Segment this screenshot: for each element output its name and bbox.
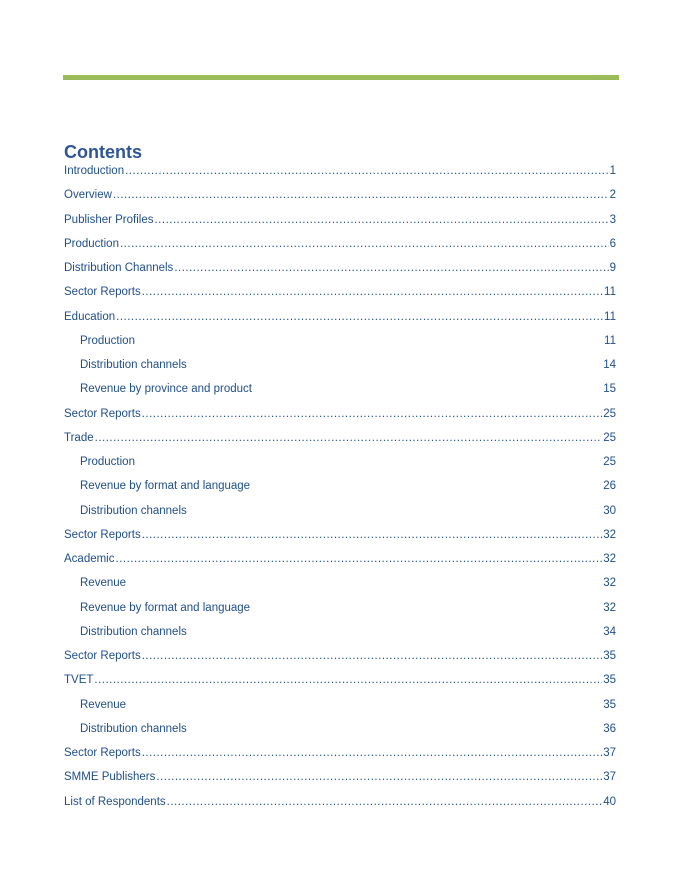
toc-entry[interactable] bbox=[64, 163, 616, 187]
toc-page-number[interactable]: 9 bbox=[609, 262, 616, 274]
toc-entry-label[interactable]: Sector Reports bbox=[64, 286, 141, 299]
toc-page-number[interactable]: 3 bbox=[609, 213, 616, 226]
toc-subentry[interactable] bbox=[64, 600, 616, 624]
toc-entry-label[interactable]: Production bbox=[80, 456, 135, 468]
toc-dot-leader bbox=[120, 236, 609, 253]
toc-entry-label[interactable]: Distribution channels bbox=[80, 504, 187, 517]
toc-dot-leader bbox=[142, 745, 603, 762]
toc-entry[interactable] bbox=[64, 260, 616, 284]
toc-entry[interactable] bbox=[64, 527, 616, 551]
toc-entry-label[interactable]: SMME Publishers bbox=[64, 771, 156, 784]
toc-page-number[interactable]: 40 bbox=[603, 795, 616, 808]
toc-entry-label[interactable]: Revenue by format and language bbox=[80, 601, 251, 614]
toc-page-number[interactable]: 36 bbox=[603, 722, 616, 735]
toc-page-number[interactable]: 11 bbox=[604, 310, 616, 323]
table-of-contents bbox=[64, 163, 616, 818]
toc-entry-label[interactable]: Revenue bbox=[80, 577, 127, 590]
toc-entry-label[interactable]: List of Respondents bbox=[64, 795, 166, 808]
toc-entry[interactable] bbox=[64, 284, 616, 308]
toc-page-number[interactable]: 14 bbox=[603, 359, 616, 371]
toc-entry[interactable] bbox=[64, 648, 616, 672]
toc-entry[interactable] bbox=[64, 187, 616, 211]
toc-entry-label[interactable]: Overview bbox=[64, 189, 112, 202]
toc-entry[interactable] bbox=[64, 769, 616, 793]
toc-dot-leader bbox=[142, 406, 603, 423]
toc-entry[interactable] bbox=[64, 212, 616, 236]
toc-page-number[interactable]: 25 bbox=[603, 431, 616, 444]
toc-entry[interactable] bbox=[64, 236, 616, 260]
toc-subentry[interactable] bbox=[64, 454, 616, 478]
toc-page-number[interactable]: 30 bbox=[603, 504, 616, 517]
toc-entry-label[interactable]: Production bbox=[80, 334, 135, 347]
toc-subentry[interactable] bbox=[64, 478, 616, 502]
toc-page-number[interactable]: 11 bbox=[604, 334, 616, 347]
toc-page-number[interactable]: 35 bbox=[603, 674, 616, 687]
toc-entry-label[interactable]: Revenue by province and product bbox=[80, 383, 252, 396]
toc-dot-leader bbox=[94, 672, 602, 689]
toc-entry-label[interactable]: Publisher Profiles bbox=[64, 213, 154, 226]
contents-heading: Contents bbox=[64, 142, 142, 162]
toc-page-number[interactable]: 32 bbox=[603, 577, 616, 590]
toc-page-number[interactable]: 2 bbox=[609, 189, 616, 202]
toc-dot-leader bbox=[174, 260, 608, 277]
toc-entry-label[interactable]: Sector Reports bbox=[64, 747, 141, 759]
toc-page-number[interactable]: 11 bbox=[604, 286, 616, 299]
toc-entry-label[interactable]: Sector Reports bbox=[64, 407, 141, 420]
toc-dot-leader bbox=[116, 309, 603, 326]
toc-entry[interactable] bbox=[64, 309, 616, 333]
toc-entry-label[interactable]: Distribution Channels bbox=[64, 262, 174, 274]
toc-entry[interactable] bbox=[64, 551, 616, 575]
toc-dot-leader bbox=[154, 212, 608, 229]
toc-page-number[interactable]: 32 bbox=[603, 601, 616, 614]
header-rule bbox=[63, 75, 619, 80]
toc-page-number[interactable]: 35 bbox=[603, 650, 616, 662]
toc-subentry[interactable] bbox=[64, 503, 616, 527]
toc-page-number[interactable]: 35 bbox=[603, 698, 616, 711]
toc-page-number[interactable]: 25 bbox=[603, 407, 616, 420]
toc-entry-label[interactable]: Distribution channels bbox=[80, 625, 187, 638]
toc-entry[interactable] bbox=[64, 672, 616, 696]
toc-page-number[interactable]: 15 bbox=[603, 383, 616, 396]
toc-subentry[interactable] bbox=[64, 381, 616, 405]
toc-entry-label[interactable]: Education bbox=[64, 310, 116, 323]
toc-page-number[interactable]: 32 bbox=[603, 528, 616, 541]
toc-dot-leader bbox=[95, 430, 603, 447]
toc-entry[interactable] bbox=[64, 745, 616, 769]
toc-entry-label[interactable]: Sector Reports bbox=[64, 528, 141, 541]
toc-entry-label[interactable]: Revenue bbox=[80, 698, 127, 711]
toc-page-number[interactable]: 37 bbox=[603, 747, 616, 759]
toc-entry-label[interactable]: Distribution channels bbox=[80, 722, 187, 735]
toc-dot-leader bbox=[167, 794, 603, 811]
toc-dot-leader bbox=[156, 769, 602, 786]
toc-entry-label[interactable]: Distribution channels bbox=[80, 359, 187, 371]
toc-page-number[interactable]: 25 bbox=[603, 456, 616, 468]
toc-subentry[interactable] bbox=[64, 624, 616, 648]
toc-page-number[interactable]: 6 bbox=[609, 237, 616, 250]
toc-entry-label[interactable]: Trade bbox=[64, 431, 94, 444]
toc-page-number[interactable]: 34 bbox=[603, 625, 616, 638]
toc-dot-leader bbox=[125, 163, 608, 180]
toc-page-number[interactable]: 1 bbox=[609, 165, 616, 177]
toc-entry[interactable] bbox=[64, 430, 616, 454]
toc-subentry[interactable] bbox=[64, 697, 616, 721]
toc-dot-leader bbox=[113, 187, 609, 204]
toc-entry-label[interactable]: Production bbox=[64, 237, 119, 250]
toc-subentry[interactable] bbox=[64, 333, 616, 357]
toc-entry[interactable] bbox=[64, 794, 616, 818]
toc-subentry[interactable] bbox=[64, 721, 616, 745]
toc-entry-label[interactable]: Sector Reports bbox=[64, 650, 141, 662]
toc-page-number[interactable]: 32 bbox=[603, 553, 616, 565]
toc-entry-label[interactable]: Introduction bbox=[64, 165, 125, 177]
toc-dot-leader bbox=[116, 551, 603, 568]
toc-subentry[interactable] bbox=[64, 357, 616, 381]
toc-dot-leader bbox=[142, 527, 603, 544]
toc-entry-label[interactable]: Academic bbox=[64, 553, 115, 565]
toc-dot-leader bbox=[142, 284, 603, 301]
toc-entry-label[interactable]: TVET bbox=[64, 674, 94, 687]
toc-dot-leader bbox=[142, 648, 603, 665]
toc-subentry[interactable] bbox=[64, 575, 616, 599]
toc-page-number[interactable]: 37 bbox=[603, 771, 616, 784]
toc-entry[interactable] bbox=[64, 406, 616, 430]
toc-entry-label[interactable]: Revenue by format and language bbox=[80, 480, 251, 493]
toc-page-number[interactable]: 26 bbox=[603, 480, 616, 493]
